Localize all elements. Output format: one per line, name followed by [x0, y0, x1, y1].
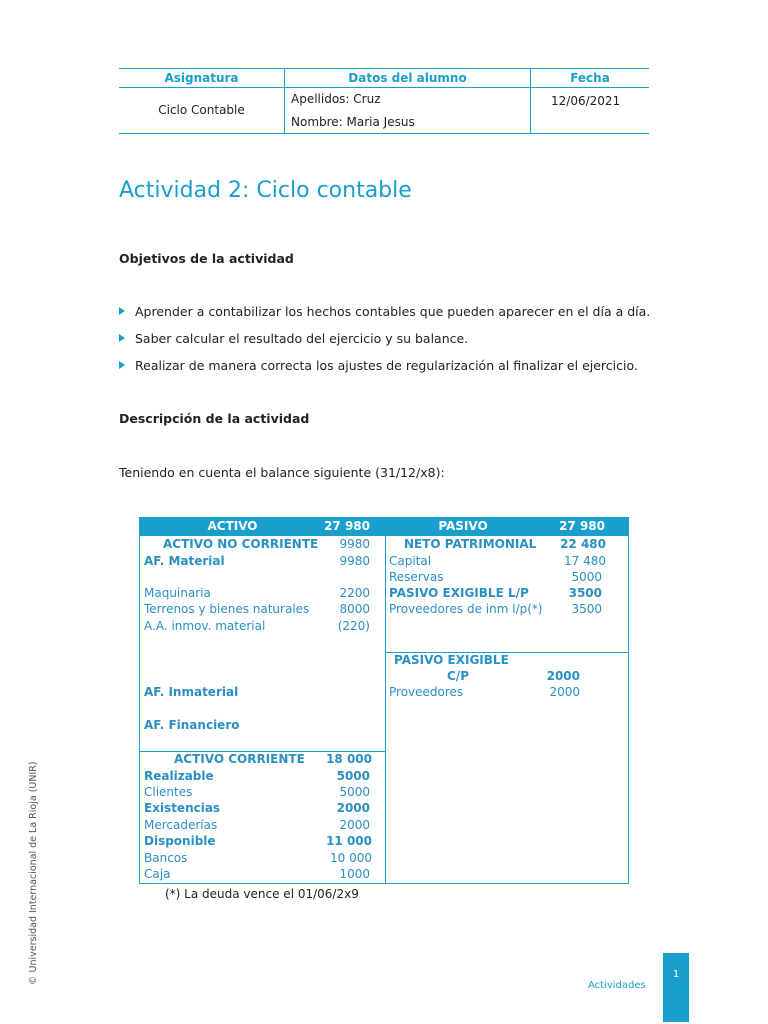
list-item-text: Saber calcular el resultado del ejercicio y su balance.: [135, 331, 469, 346]
pasivo-total: 27 980: [559, 519, 605, 533]
neto-patrimonial-label: NETO PATRIMONIAL: [404, 537, 537, 551]
existencias-value: 2000: [336, 801, 370, 815]
disponible-label: Disponible: [144, 834, 216, 848]
header-table: [119, 68, 649, 134]
pasivo-exigible-label: PASIVO EXIGIBLE: [394, 653, 509, 667]
pasivo-exigible-lp-label: PASIVO EXIGIBLE L/P: [389, 586, 529, 600]
cp-value: 2000: [546, 669, 580, 683]
cp-label: C/P: [447, 669, 469, 683]
terrenos-value: 8000: [339, 602, 370, 616]
header-fecha-value: 12/06/2021: [551, 94, 621, 108]
bancos-value: 10 000: [330, 851, 372, 865]
bullet-triangle-icon: [119, 334, 125, 342]
pasivo-exigible-lp-value: 3500: [568, 586, 602, 600]
descripcion-heading: Descripción de la actividad: [119, 411, 310, 426]
bullet-triangle-icon: [119, 361, 125, 369]
mercaderias-value: 2000: [339, 818, 370, 832]
header-apellidos: Apellidos: Cruz: [291, 92, 381, 106]
af-financiero-label: AF. Financiero: [144, 718, 240, 732]
aa-inmov-value: (220): [337, 619, 370, 633]
af-inmaterial-label: AF. Inmaterial: [144, 685, 239, 699]
activo-corriente-value: 18 000: [326, 752, 372, 766]
aa-inmov-label: A.A. inmov. material: [144, 619, 266, 633]
footer-label: Actividades: [588, 980, 646, 991]
clientes-value: 5000: [339, 785, 370, 799]
caja-label: Caja: [144, 867, 171, 881]
activo-total: 27 980: [324, 519, 370, 533]
intro-text: Teniendo en cuenta el balance siguiente (31/12/x8):: [119, 465, 445, 480]
mercaderias-label: Mercaderías: [144, 818, 218, 832]
bullet-triangle-icon: [119, 307, 125, 315]
page-number: 1: [672, 969, 680, 980]
balance-table: [139, 517, 629, 884]
header-sub-line: [119, 87, 649, 88]
list-item: [119, 304, 650, 319]
objetivos-heading: Objetivos de la actividad: [119, 251, 294, 266]
realizable-label: Realizable: [144, 769, 214, 783]
clientes-label: Clientes: [144, 785, 193, 799]
activo-header: ACTIVO: [207, 519, 258, 533]
proveedores-value: 2000: [549, 685, 580, 699]
activo-corriente-label: ACTIVO CORRIENTE: [174, 752, 305, 766]
pasivo-header: PASIVO: [438, 519, 488, 533]
footnote: (*) La deuda vence el 01/06/2x9: [165, 887, 359, 901]
terrenos-label: Terrenos y bienes naturales: [144, 602, 310, 616]
caja-value: 1000: [339, 867, 370, 881]
balance-center-divider: [385, 518, 386, 883]
capital-value: 17 480: [564, 554, 606, 568]
activo-no-corriente-value: 9980: [339, 537, 370, 551]
reservas-label: Reservas: [389, 570, 444, 584]
header-col-asignatura: Asignatura: [164, 71, 239, 85]
disponible-value: 11 000: [326, 834, 372, 848]
list-item-text: Realizar de manera correcta los ajustes de regularización al finalizar el ejercicio.: [135, 358, 638, 373]
header-col-datos: Datos del alumno: [348, 71, 467, 85]
bancos-label: Bancos: [144, 851, 188, 865]
page-title: Actividad 2: Ciclo contable: [119, 178, 412, 203]
proveedores-inm-value: 3500: [571, 602, 602, 616]
neto-patrimonial-value: 22 480: [560, 537, 606, 551]
header-top-line: [119, 68, 649, 69]
header-col-fecha: Fecha: [570, 71, 610, 85]
list-item-text: Aprender a contabilizar los hechos contables que pueden aparecer en el día a día.: [135, 304, 651, 319]
proveedores-inm-label: Proveedores de inm l/p(*): [389, 602, 543, 616]
header-bottom-line: [119, 133, 649, 134]
header-asignatura-value: Ciclo Contable: [158, 103, 245, 117]
existencias-label: Existencias: [144, 801, 221, 815]
maquinaria-value: 2200: [339, 586, 370, 600]
capital-label: Capital: [389, 554, 432, 568]
header-nombre: Nombre: Maria Jesus: [291, 115, 415, 129]
realizable-value: 5000: [336, 769, 370, 783]
maquinaria-label: Maquinaria: [144, 586, 211, 600]
list-item: [119, 358, 638, 373]
page-number-tab: [663, 953, 689, 1022]
af-material-label: AF. Material: [144, 554, 225, 568]
list-item: [119, 331, 468, 346]
proveedores-label: Proveedores: [389, 685, 464, 699]
side-copyright: © Universidad Internacional de La Rioja (UNIR): [28, 761, 39, 985]
reservas-value: 5000: [571, 570, 602, 584]
activo-no-corriente-label: ACTIVO NO CORRIENTE: [163, 537, 319, 551]
af-material-value: 9980: [339, 554, 370, 568]
